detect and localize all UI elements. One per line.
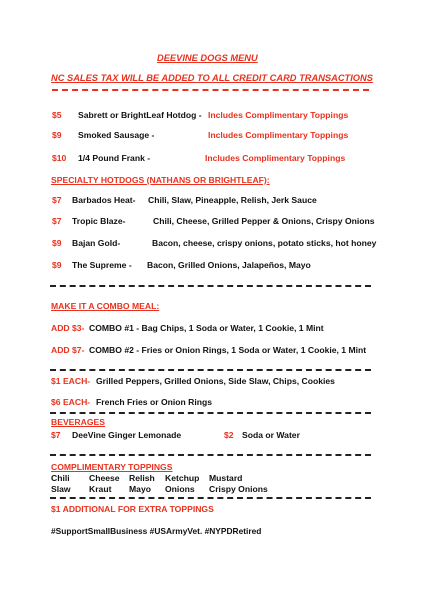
divider	[50, 497, 371, 499]
item-name: 1/4 Pound Frank -	[78, 153, 151, 163]
item-desc: Bacon, Grilled Onions, Jalapeños, Mayo	[147, 260, 311, 270]
divider	[50, 369, 371, 371]
divider	[52, 89, 369, 91]
combo-text: COMBO #2 - Fries or Onion Rings, 1 Soda or Water, 1 Cookie, 1 Mint	[89, 345, 367, 355]
item-name: Tropic Blaze-	[72, 216, 126, 226]
topping: Cheese	[89, 473, 120, 483]
topping: Slaw	[51, 484, 71, 494]
side-price: $6 EACH-	[51, 397, 91, 407]
specialty-heading: SPECIALTY HOTDOGS (NATHANS OR BRIGHTLEAF):	[51, 175, 270, 185]
divider	[50, 412, 371, 414]
item-name: Smoked Sausage -	[78, 130, 155, 140]
item-price: $9	[52, 238, 62, 248]
topping: Relish	[129, 473, 155, 483]
hashtags: #SupportSmallBusiness #USArmyVet. #NYPDRetired	[51, 526, 262, 536]
combo-price: ADD $7-	[51, 345, 85, 355]
topping: Ketchup	[165, 473, 200, 483]
item-price: $5	[52, 110, 62, 120]
item-price: $7	[52, 216, 62, 226]
item-price: $9	[52, 260, 62, 270]
beverage-name: Soda or Water	[242, 430, 300, 440]
item-note: Includes Complimentary Toppings	[205, 153, 346, 163]
combo-text: COMBO #1 - Bag Chips, 1 Soda or Water, 1 Cookie, 1 Mint	[89, 323, 324, 333]
beverages-heading: BEVERAGES	[51, 417, 105, 427]
menu-title: DEEVINE DOGS MENU	[157, 53, 258, 63]
beverage-price: $2	[224, 430, 234, 440]
toppings-heading: COMPLIMENTARY TOPPINGS	[51, 462, 173, 472]
topping: Chili	[51, 473, 70, 483]
side-price: $1 EACH-	[51, 376, 91, 386]
topping: Crispy Onions	[209, 484, 268, 494]
combo-price: ADD $3-	[51, 323, 85, 333]
topping: Kraut	[89, 484, 112, 494]
side-text: French Fries or Onion Rings	[96, 397, 213, 407]
item-price: $7	[52, 195, 62, 205]
extra-toppings-note: $1 ADDITIONAL FOR EXTRA TOPPINGS	[51, 504, 214, 514]
item-name: Bajan Gold-	[72, 238, 121, 248]
beverage-name: DeeVine Ginger Lemonade	[72, 430, 182, 440]
item-price: $9	[52, 130, 62, 140]
item-name: Barbados Heat-	[72, 195, 136, 205]
tax-notice: NC SALES TAX WILL BE ADDED TO ALL CREDIT CARD TRANSACTIONS	[51, 73, 373, 83]
item-name: The Supreme -	[72, 260, 132, 270]
divider	[50, 454, 371, 456]
item-desc: Chili, Slaw, Pineapple, Relish, Jerk Sauce	[148, 195, 317, 205]
side-text: Grilled Peppers, Grilled Onions, Side Slaw, Chips, Cookies	[96, 376, 335, 386]
item-note: Includes Complimentary Toppings	[208, 110, 349, 120]
topping: Mustard	[209, 473, 243, 483]
item-note: Includes Complimentary Toppings	[208, 130, 349, 140]
divider	[50, 285, 371, 287]
item-desc: Bacon, cheese, crispy onions, potato sticks, hot honey	[152, 238, 377, 248]
item-price: $10	[52, 153, 67, 163]
item-name: Sabrett or BrightLeaf Hotdog -	[78, 110, 202, 120]
item-desc: Chili, Cheese, Grilled Pepper & Onions, Crispy Onions	[153, 216, 375, 226]
beverage-price: $7	[51, 430, 61, 440]
topping: Onions	[165, 484, 195, 494]
topping: Mayo	[129, 484, 151, 494]
combo-heading: MAKE IT A COMBO MEAL:	[51, 301, 160, 311]
